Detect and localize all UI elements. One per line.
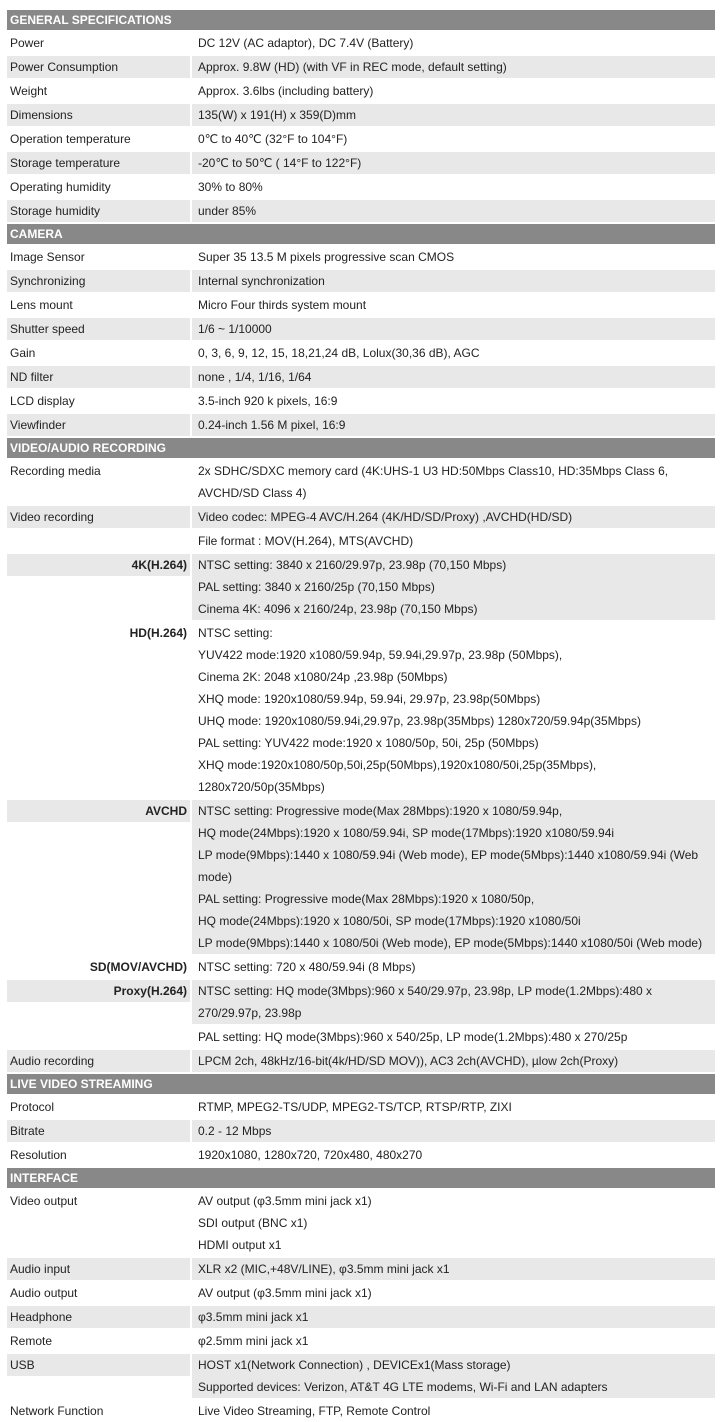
spec-value-line: PAL setting: Progressive mode(Max 28Mbps):1920 x 1080/50p, bbox=[198, 892, 535, 906]
spec-value bbox=[192, 1354, 715, 1398]
spec-row bbox=[7, 80, 715, 102]
spec-value-line: 0℃ to 40℃ (32°F to 104°F) bbox=[198, 132, 348, 146]
spec-value-line: Supported devices: Verizon, AT&T 4G LTE modems, Wi-Fi and LAN adapters bbox=[198, 1380, 608, 1394]
spec-row bbox=[7, 200, 715, 222]
spec-value-line: XLR x2 (MIC,+48V/LINE), φ3.5mm mini jack x1 bbox=[198, 1262, 450, 1276]
spec-value-line: PAL setting: YUV422 mode:1920 x 1080/50p, 50i, 25p (50Mbps) bbox=[198, 736, 539, 750]
spec-value bbox=[192, 318, 715, 340]
spec-label: Operation temperature bbox=[7, 128, 190, 150]
spec-value bbox=[192, 1120, 715, 1142]
spec-value bbox=[192, 1400, 715, 1422]
spec-row bbox=[7, 246, 715, 268]
spec-row bbox=[7, 956, 715, 978]
spec-value-line: AV output (φ3.5mm mini jack x1) bbox=[198, 1286, 372, 1300]
spec-value bbox=[192, 342, 715, 364]
spec-label: Resolution bbox=[7, 1144, 190, 1166]
spec-row bbox=[7, 152, 715, 174]
spec-value bbox=[192, 390, 715, 412]
spec-value-line: 0.24-inch 1.56 M pixel, 16:9 bbox=[198, 418, 346, 432]
section-header: VIDEO/AUDIO RECORDING bbox=[7, 438, 715, 458]
spec-value bbox=[192, 956, 715, 978]
spec-row bbox=[7, 530, 715, 552]
spec-label: Lens mount bbox=[7, 294, 190, 316]
spec-label: Shutter speed bbox=[7, 318, 190, 340]
spec-value bbox=[192, 554, 715, 620]
spec-value bbox=[192, 270, 715, 292]
spec-row bbox=[7, 1026, 715, 1048]
spec-value-line: PAL setting: HQ mode(3Mbps):960 x 540/25p, LP mode(1.2Mbps):480 x 270/25p bbox=[198, 1030, 628, 1044]
spec-label: Dimensions bbox=[7, 104, 190, 126]
spec-label: Audio output bbox=[7, 1282, 190, 1304]
spec-value bbox=[192, 530, 715, 552]
spec-row bbox=[7, 1120, 715, 1142]
spec-value-line: XHQ mode:1920x1080/50p,50i,25p(50Mbps),1920x1080/50i,25p(35Mbps), bbox=[198, 758, 597, 772]
spec-value-line: HQ mode(24Mbps):1920 x 1080/50i, SP mode(17Mbps):1920 x1080/50i bbox=[198, 914, 581, 928]
spec-row bbox=[7, 390, 715, 412]
spec-row bbox=[7, 1144, 715, 1166]
spec-label: Remote bbox=[7, 1330, 190, 1352]
spec-row bbox=[7, 176, 715, 198]
spec-value bbox=[192, 414, 715, 436]
spec-value-line: 0.2 - 12 Mbps bbox=[198, 1124, 272, 1138]
spec-value-line: Micro Four thirds system mount bbox=[198, 298, 367, 312]
spec-row bbox=[7, 1400, 715, 1422]
spec-label bbox=[7, 530, 190, 552]
spec-value-line: 3.5-inch 920 k pixels, 16:9 bbox=[198, 394, 338, 408]
spec-value-line: Cinema 2K: 2048 x1080/24p ,23.98p (50Mbps) bbox=[198, 670, 448, 684]
spec-value-line: NTSC setting: Progressive mode(Max 28Mbps):1920 x 1080/59.94p, bbox=[198, 804, 563, 818]
spec-value-line: LPCM 2ch, 48kHz/16-bit(4k/HD/SD MOV)), AC3 2ch(AVCHD), µlow 2ch(Proxy) bbox=[198, 1054, 619, 1068]
spec-label: Storage temperature bbox=[7, 152, 190, 174]
spec-label: Headphone bbox=[7, 1306, 190, 1328]
spec-value-line: 135(W) x 191(H) x 359(D)mm bbox=[198, 108, 357, 122]
spec-value bbox=[192, 1050, 715, 1072]
spec-value-line: Internal synchronization bbox=[198, 274, 325, 288]
spec-label: Power bbox=[7, 32, 190, 54]
spec-value bbox=[192, 800, 715, 954]
spec-row bbox=[7, 506, 715, 528]
spec-value bbox=[192, 622, 715, 798]
spec-row bbox=[7, 460, 715, 504]
spec-value bbox=[192, 152, 715, 174]
spec-row bbox=[7, 1282, 715, 1304]
spec-table bbox=[7, 10, 715, 1422]
spec-row bbox=[7, 554, 715, 620]
spec-value-line: Super 35 13.5 M pixels progressive scan CMOS bbox=[198, 250, 455, 264]
spec-value bbox=[192, 294, 715, 316]
spec-row bbox=[7, 622, 715, 798]
spec-value-line: under 85% bbox=[198, 204, 257, 218]
spec-row bbox=[7, 1354, 715, 1398]
spec-value-line: -20℃ to 50℃ ( 14°F to 122°F) bbox=[198, 156, 362, 170]
spec-value-line: HDMI output x1 bbox=[198, 1238, 282, 1252]
spec-row bbox=[7, 1330, 715, 1352]
spec-row bbox=[7, 342, 715, 364]
spec-row bbox=[7, 294, 715, 316]
spec-label: Audio input bbox=[7, 1258, 190, 1280]
spec-value bbox=[192, 32, 715, 54]
spec-value bbox=[192, 246, 715, 268]
spec-label: Video recording bbox=[7, 506, 190, 528]
spec-label: Synchronizing bbox=[7, 270, 190, 292]
spec-label: Viewfinder bbox=[7, 414, 190, 436]
spec-value-line: NTSC setting: 3840 x 2160/29.97p, 23.98p (70,150 Mbps) bbox=[198, 558, 507, 572]
spec-label: Video output bbox=[7, 1190, 190, 1212]
spec-label bbox=[7, 1026, 190, 1048]
section-header: INTERFACE bbox=[7, 1168, 715, 1188]
spec-value-line: DC 12V (AC adaptor), DC 7.4V (Battery) bbox=[198, 36, 414, 50]
spec-row bbox=[7, 270, 715, 292]
spec-row bbox=[7, 1306, 715, 1328]
spec-value bbox=[192, 1282, 715, 1304]
spec-row bbox=[7, 414, 715, 436]
spec-value-line: 0, 3, 6, 9, 12, 15, 18,21,24 dB, Lolux(30,36 dB), AGC bbox=[198, 346, 480, 360]
spec-row bbox=[7, 800, 715, 954]
spec-label: Proxy(H.264) bbox=[7, 980, 190, 1002]
spec-value-line: φ2.5mm mini jack x1 bbox=[198, 1334, 309, 1348]
spec-value bbox=[192, 176, 715, 198]
spec-value-line: HOST x1(Network Connection) , DEVICEx1(Mass storage) bbox=[198, 1358, 511, 1372]
spec-value bbox=[192, 1144, 715, 1166]
spec-label: Power Consumption bbox=[7, 56, 190, 78]
spec-value-line: mode) bbox=[198, 870, 233, 884]
spec-value-line: HQ mode(24Mbps):1920 x 1080/59.94i, SP mode(17Mbps):1920 x1080/59.94i bbox=[198, 826, 615, 840]
spec-label: Image Sensor bbox=[7, 246, 190, 268]
spec-row bbox=[7, 1096, 715, 1118]
spec-row bbox=[7, 104, 715, 126]
spec-value-line: Live Video Streaming, FTP, Remote Control bbox=[198, 1404, 431, 1418]
spec-value bbox=[192, 1096, 715, 1118]
spec-value bbox=[192, 80, 715, 102]
spec-label: 4K(H.264) bbox=[7, 554, 190, 576]
section-header: CAMERA bbox=[7, 224, 715, 244]
spec-row bbox=[7, 366, 715, 388]
spec-value-line: 1280x720/50p(35Mbps) bbox=[198, 780, 325, 794]
spec-row bbox=[7, 128, 715, 150]
spec-label: Audio recording bbox=[7, 1050, 190, 1072]
spec-value-line: NTSC setting: 720 x 480/59.94i (8 Mbps) bbox=[198, 960, 416, 974]
spec-value-line: 1/6 ~ 1/10000 bbox=[198, 322, 272, 336]
spec-label: HD(H.264) bbox=[7, 622, 190, 644]
spec-value bbox=[192, 460, 715, 504]
spec-value bbox=[192, 980, 715, 1024]
spec-value-line: Cinema 4K: 4096 x 2160/24p, 23.98p (70,150 Mbps) bbox=[198, 602, 478, 616]
spec-label: Gain bbox=[7, 342, 190, 364]
spec-row bbox=[7, 1190, 715, 1256]
spec-row bbox=[7, 1050, 715, 1072]
spec-value bbox=[192, 56, 715, 78]
spec-value-line: Approx. 3.6lbs (including battery) bbox=[198, 84, 374, 98]
spec-label: USB bbox=[7, 1354, 190, 1376]
spec-value-line: φ3.5mm mini jack x1 bbox=[198, 1310, 309, 1324]
spec-value bbox=[192, 506, 715, 528]
spec-value-line: XHQ mode: 1920x1080/59.94p, 59.94i, 29.97p, 23.98p(50Mbps) bbox=[198, 692, 541, 706]
spec-label: Recording media bbox=[7, 460, 190, 482]
spec-label: Protocol bbox=[7, 1096, 190, 1118]
spec-label: Weight bbox=[7, 80, 190, 102]
spec-label: AVCHD bbox=[7, 800, 190, 822]
spec-value-line: LP mode(9Mbps):1440 x 1080/50i (Web mode), EP mode(5Mbps):1440 x1080/50i (Web mode) bbox=[198, 936, 703, 950]
spec-value-line: SDI output (BNC x1) bbox=[198, 1216, 308, 1230]
spec-value-line: 30% to 80% bbox=[198, 180, 263, 194]
section-header: LIVE VIDEO STREAMING bbox=[7, 1074, 715, 1094]
spec-row bbox=[7, 980, 715, 1024]
spec-value-line: RTMP, MPEG2-TS/UDP, MPEG2-TS/TCP, RTSP/RTP, ZIXI bbox=[198, 1100, 512, 1114]
spec-label: Bitrate bbox=[7, 1120, 190, 1142]
spec-value-line: NTSC setting: HQ mode(3Mbps):960 x 540/29.97p, 23.98p, LP mode(1.2Mbps):480 x bbox=[198, 984, 653, 998]
spec-row bbox=[7, 1258, 715, 1280]
spec-value-line: File format : MOV(H.264), MTS(AVCHD) bbox=[198, 534, 414, 548]
spec-value-line: Video codec: MPEG-4 AVC/H.264 (4K/HD/SD/Proxy) ,AVCHD(HD/SD) bbox=[198, 510, 573, 524]
spec-value bbox=[192, 366, 715, 388]
spec-row bbox=[7, 32, 715, 54]
spec-row bbox=[7, 56, 715, 78]
spec-value bbox=[192, 1258, 715, 1280]
spec-value bbox=[192, 104, 715, 126]
spec-value-line: NTSC setting: bbox=[198, 626, 273, 640]
spec-value bbox=[192, 1190, 715, 1256]
spec-value-line: Approx. 9.8W (HD) (with VF in REC mode, default setting) bbox=[198, 60, 507, 74]
spec-value bbox=[192, 1026, 715, 1048]
spec-label: SD(MOV/AVCHD) bbox=[7, 956, 190, 978]
spec-label: Operating humidity bbox=[7, 176, 190, 198]
spec-label: Network Function bbox=[7, 1400, 190, 1422]
spec-value-line: 1920x1080, 1280x720, 720x480, 480x270 bbox=[198, 1148, 423, 1162]
spec-value-line: YUV422 mode:1920 x1080/59.94p, 59.94i,29.97p, 23.98p (50Mbps), bbox=[198, 648, 563, 662]
spec-label: ND filter bbox=[7, 366, 190, 388]
spec-value bbox=[192, 1330, 715, 1352]
spec-label: Storage humidity bbox=[7, 200, 190, 222]
section-header: GENERAL SPECIFICATIONS bbox=[7, 10, 715, 30]
spec-value-line: none , 1/4, 1/16, 1/64 bbox=[198, 370, 312, 384]
spec-value bbox=[192, 1306, 715, 1328]
spec-value-line: 2x SDHC/SDXC memory card (4K:UHS-1 U3 HD:50Mbps Class10, HD:35Mbps Class 6, bbox=[198, 464, 669, 478]
spec-value bbox=[192, 200, 715, 222]
spec-value bbox=[192, 128, 715, 150]
spec-label: LCD display bbox=[7, 390, 190, 412]
spec-value-line: UHQ mode: 1920x1080/59.94i,29.97p, 23.98p(35Mbps) 1280x720/59.94p(35Mbps) bbox=[198, 714, 641, 728]
spec-value-line: LP mode(9Mbps):1440 x 1080/59.94i (Web mode), EP mode(5Mbps):1440 x1080/59.94i (Web bbox=[198, 848, 699, 862]
spec-value-line: AV output (φ3.5mm mini jack x1) bbox=[198, 1194, 372, 1208]
spec-value-line: PAL setting: 3840 x 2160/25p (70,150 Mbps) bbox=[198, 580, 435, 594]
spec-value-line: AVCHD/SD Class 4) bbox=[198, 486, 307, 500]
spec-row bbox=[7, 318, 715, 340]
spec-value-line: 270/29.97p, 23.98p bbox=[198, 1006, 302, 1020]
